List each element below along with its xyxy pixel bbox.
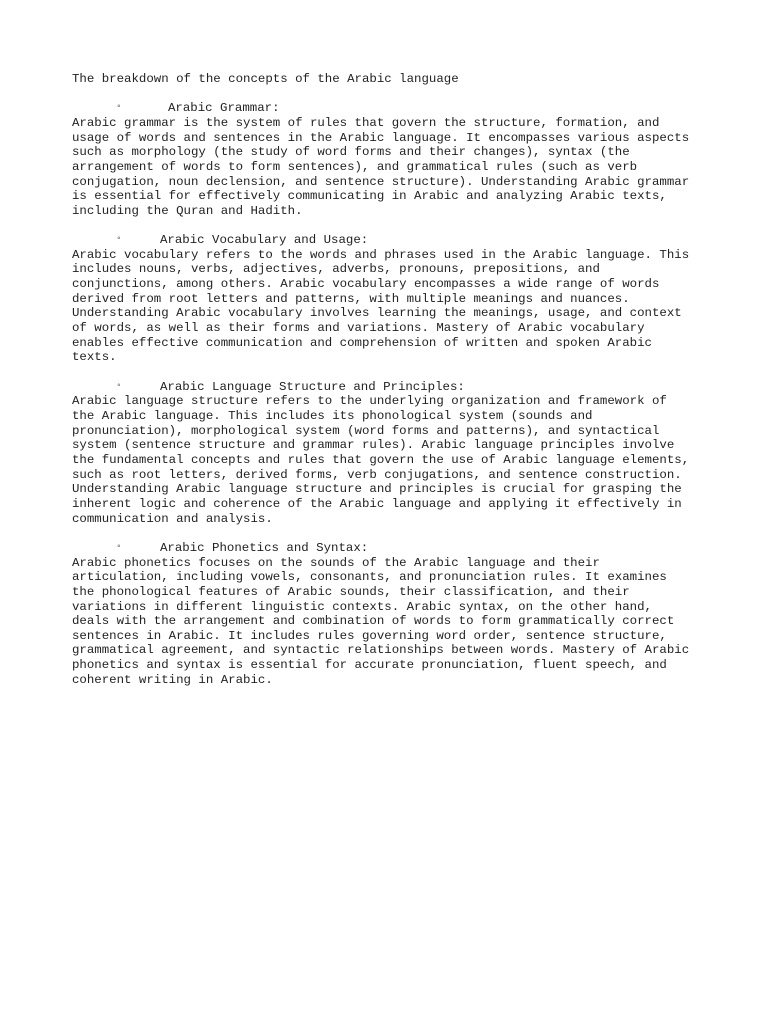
section-arabic-phonetics xyxy=(72,541,712,688)
paragraph-line: inherent logic and coherence of the Arabic language and applying it effectively in xyxy=(72,496,682,511)
paragraph-line: Understanding Arabic vocabulary involves learning the meanings, usage, and context xyxy=(72,306,682,321)
paragraph-line: sentences in Arabic. It includes rules governing word order, sentence structure, xyxy=(72,628,667,643)
paragraph-line: of words, as well as their forms and variations. Mastery of Arabic vocabulary xyxy=(72,321,645,336)
bullet-circle-icon: ◦ xyxy=(116,102,123,114)
paragraph-line: coherent writing in Arabic. xyxy=(72,672,273,687)
paragraph-line: articulation, including vowels, consonants, and pronunciation rules. It examines xyxy=(72,570,667,585)
section-heading-line xyxy=(72,233,712,248)
paragraph-line: texts. xyxy=(72,350,117,365)
paragraph-line: is essential for effectively communicating in Arabic and analyzing Arabic texts, xyxy=(72,189,667,204)
bullet-circle-icon: ◦ xyxy=(116,234,123,246)
paragraph-line: Arabic phonetics focuses on the sounds of the Arabic language and their xyxy=(72,555,600,570)
section-heading-line xyxy=(72,541,712,556)
section-heading-line xyxy=(72,101,712,116)
paragraph-line: includes nouns, verbs, adjectives, adverbs, pronouns, prepositions, and xyxy=(72,262,600,277)
document-page xyxy=(72,72,712,687)
bullet-circle-icon: ◦ xyxy=(116,380,123,392)
section-heading-line xyxy=(72,380,712,395)
paragraph-line: Arabic vocabulary refers to the words and phrases used in the Arabic language. This xyxy=(72,247,690,262)
paragraph-line: the fundamental concepts and rules that govern the use of Arabic language elements, xyxy=(72,452,690,467)
paragraph-line: pronunciation), morphological system (word forms and patterns), and syntactical xyxy=(72,423,660,438)
paragraph-line: the phonological features of Arabic sounds, their classification, and their xyxy=(72,584,630,599)
section-heading: Arabic Phonetics and Syntax: xyxy=(160,540,369,555)
section-arabic-structure xyxy=(72,380,712,527)
section-arabic-grammar xyxy=(72,101,712,218)
section-heading: Arabic Vocabulary and Usage: xyxy=(160,233,369,248)
paragraph-line: Arabic language structure refers to the underlying organization and framework of xyxy=(72,394,667,409)
paragraph-line: system (sentence structure and grammar rules). Arabic language principles involve xyxy=(72,438,675,453)
paragraph-line: grammatical agreement, and syntactic relationships between words. Mastery of Arabic xyxy=(72,643,690,658)
paragraph-line: Arabic grammar is the system of rules that govern the structure, formation, and xyxy=(72,115,660,130)
section-arabic-vocabulary xyxy=(72,233,712,365)
paragraph-line: derived from root letters and patterns, with multiple meanings and nuances. xyxy=(72,291,630,306)
document-title: The breakdown of the concepts of the Arabic language xyxy=(72,72,459,86)
section-heading: Arabic Language Structure and Principles: xyxy=(160,379,465,394)
paragraph-line: usage of words and sentences in the Arabic language. It encompasses various aspects xyxy=(72,130,690,145)
paragraph-line: enables effective communication and comprehension of written and spoken Arabic xyxy=(72,335,652,350)
paragraph-line: conjunctions, among others. Arabic vocabulary encompasses a wide range of words xyxy=(72,277,660,292)
paragraph-line: including the Quran and Hadith. xyxy=(72,203,303,218)
bullet-circle-icon: ◦ xyxy=(116,541,123,553)
paragraph-line: variations in different linguistic contexts. Arabic syntax, on the other hand, xyxy=(72,599,652,614)
paragraph-line: the Arabic language. This includes its phonological system (sounds and xyxy=(72,409,593,423)
paragraph-line: phonetics and syntax is essential for accurate pronunciation, fluent speech, and xyxy=(72,658,667,673)
paragraph-line: communication and analysis. xyxy=(72,511,273,526)
section-heading: Arabic Grammar: xyxy=(168,101,280,116)
paragraph-line: such as root letters, derived forms, verb conjugations, and sentence construction. xyxy=(72,467,682,482)
paragraph-line: arrangement of words to form sentences), and grammatical rules (such as verb xyxy=(72,159,638,174)
paragraph-line: deals with the arrangement and combination of words to form grammatically correct xyxy=(72,614,675,629)
paragraph-line: such as morphology (the study of word forms and their changes), syntax (the xyxy=(72,145,630,160)
paragraph-line: conjugation, noun declension, and sentence structure). Understanding Arabic grammar xyxy=(72,174,690,189)
paragraph-line: Understanding Arabic language structure and principles is crucial for grasping the xyxy=(72,482,682,497)
